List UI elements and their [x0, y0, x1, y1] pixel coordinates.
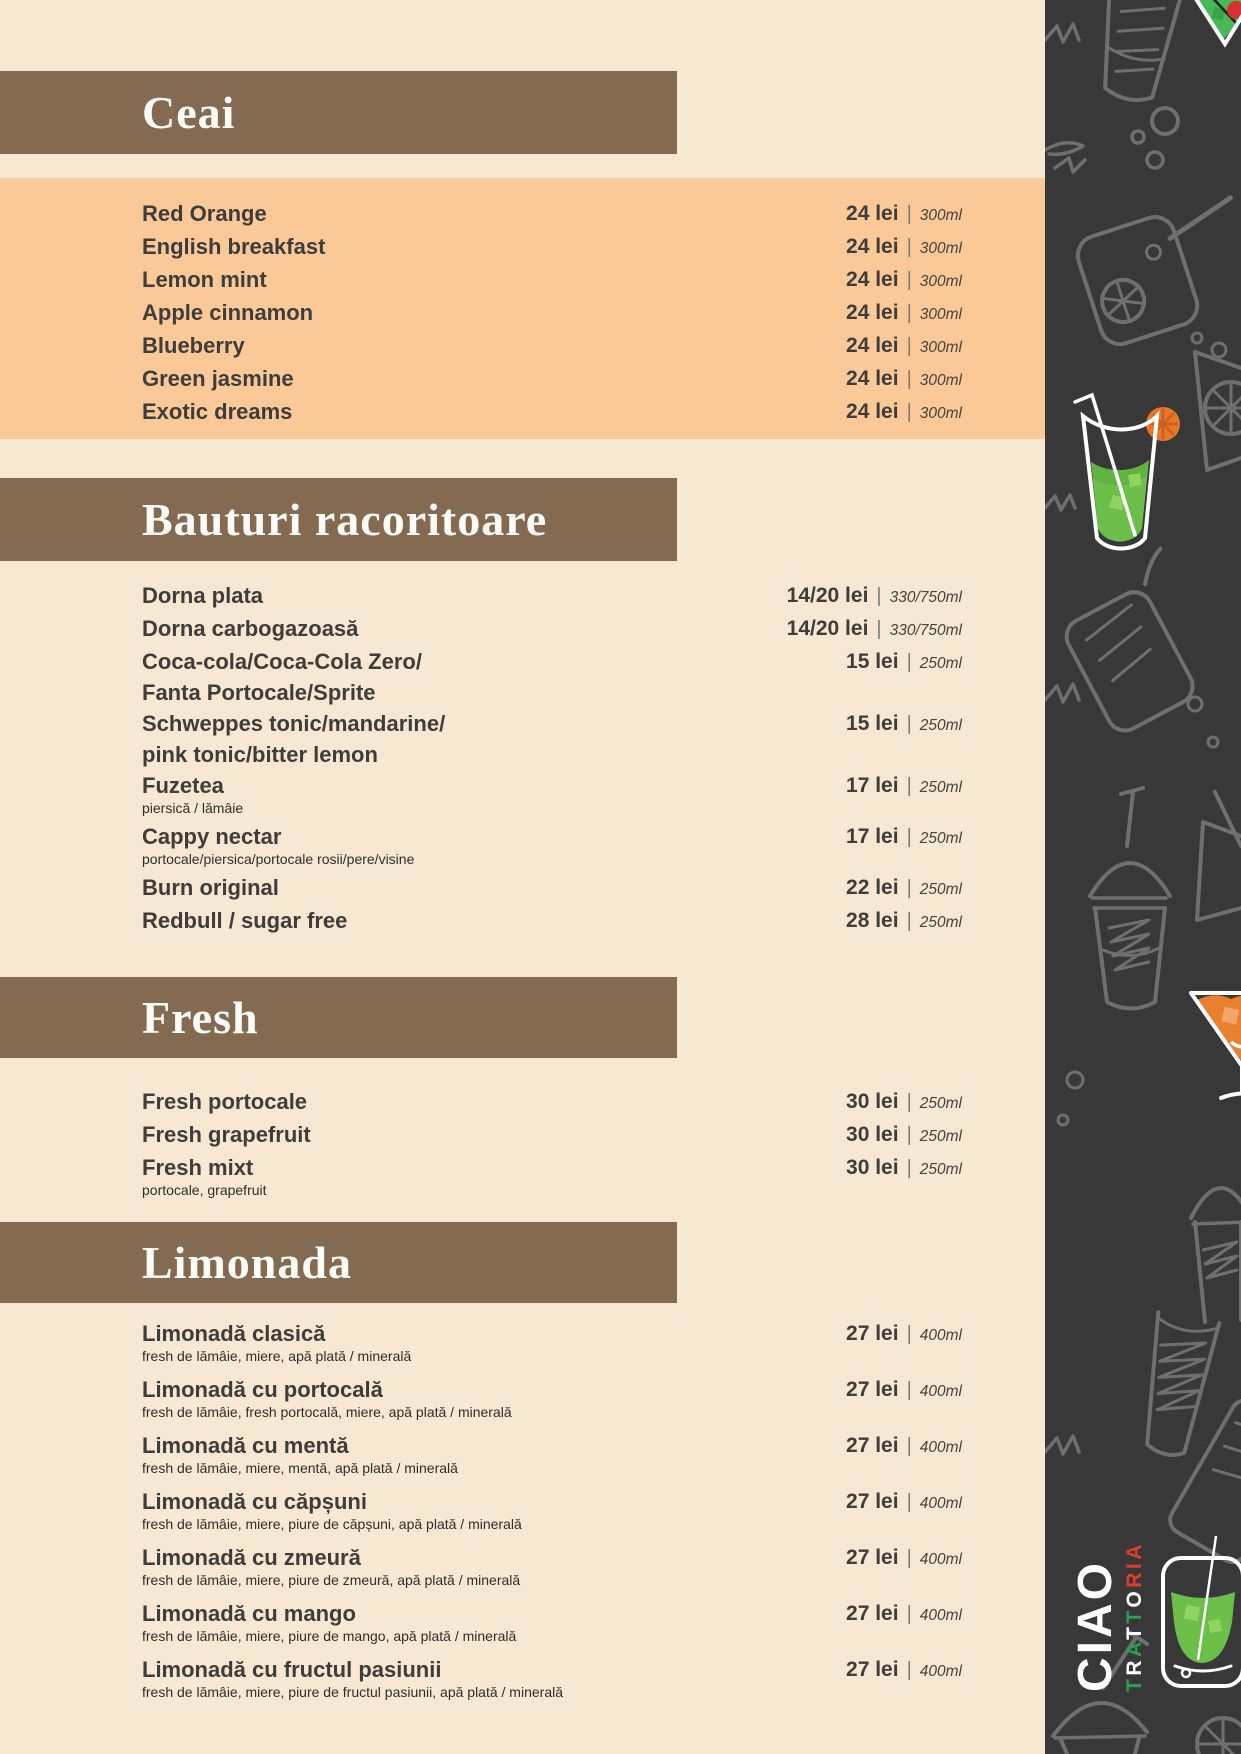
- slushy-cup-doodle-icon: [1191, 1188, 1241, 1322]
- price-separator: |: [906, 1603, 912, 1625]
- price-volume: 250ml: [919, 881, 962, 898]
- item-name: Fresh grapefruit: [142, 1122, 311, 1147]
- price-amount: 22 lei: [846, 876, 899, 899]
- price-amount: 30 lei: [846, 1156, 899, 1179]
- price-volume: 250ml: [919, 717, 962, 734]
- item-price: [846, 297, 962, 330]
- sidebar-art: [1045, 0, 1241, 1754]
- section-title: Fresh: [142, 992, 259, 1043]
- price-volume: 250ml: [919, 914, 962, 931]
- price-volume: 400ml: [919, 1327, 962, 1344]
- item-name: Apple cinnamon: [142, 300, 314, 325]
- item-price: [846, 264, 962, 297]
- price-separator: |: [906, 1435, 912, 1457]
- price-amount: 30 lei: [846, 1090, 899, 1113]
- menu-item: [142, 396, 962, 429]
- price-amount: 14/20 lei: [786, 584, 869, 607]
- martini-corner-icon: [1189, 0, 1241, 44]
- citrus-slice-icon: [1197, 1718, 1241, 1754]
- menu-item: [142, 646, 962, 708]
- leaf-doodle-icon: [1045, 143, 1085, 172]
- price-amount: 27 lei: [846, 1490, 899, 1513]
- bubble-icon: [1192, 333, 1202, 343]
- item-name: Burn original: [142, 875, 279, 900]
- item-price: [846, 1152, 962, 1185]
- price-separator: |: [906, 1491, 912, 1513]
- price-volume: 250ml: [919, 655, 962, 672]
- item-price: [846, 330, 962, 363]
- menu-item: [142, 613, 962, 646]
- item-price: [846, 1086, 962, 1119]
- item-price: [846, 1542, 962, 1575]
- tilted-glass-doodle-icon: [1197, 792, 1241, 920]
- bubble-icon: [1188, 697, 1202, 711]
- bubble-icon: [1067, 1072, 1083, 1088]
- item-name-block: [142, 330, 245, 361]
- price-amount: 24 lei: [846, 334, 899, 357]
- ciao-logo: [1069, 1541, 1146, 1692]
- item-name: Fanta Portocale/Sprite: [142, 680, 376, 705]
- item-name: Limonadă cu mentă: [142, 1433, 349, 1458]
- price-separator: |: [906, 302, 912, 324]
- price-amount: 27 lei: [846, 1546, 899, 1569]
- menu-item: [142, 1152, 962, 1200]
- price-separator: |: [906, 910, 912, 932]
- item-price: [846, 1598, 962, 1631]
- price-separator: |: [906, 1547, 912, 1569]
- item-name: Fuzetea: [142, 773, 224, 798]
- item-name-block: [142, 1152, 267, 1200]
- item-name-block: [142, 1374, 512, 1422]
- price-volume: 300ml: [919, 372, 962, 389]
- price-amount: 15 lei: [846, 650, 899, 673]
- price-amount: 24 lei: [846, 400, 899, 423]
- item-name-block: [142, 198, 267, 229]
- item-name-block: [142, 872, 279, 903]
- item-name-block: [142, 396, 292, 427]
- item-name: Limonadă cu mango: [142, 1601, 356, 1626]
- jar-doodle-icon: [1073, 192, 1241, 349]
- price-volume: 330/750ml: [889, 622, 962, 639]
- price-volume: 400ml: [919, 1551, 962, 1568]
- price-volume: 300ml: [919, 273, 962, 290]
- item-name-block: [142, 580, 263, 611]
- item-name: Limonadă cu căpșuni: [142, 1489, 367, 1514]
- item-name: Limonadă cu fructul pasiunii: [142, 1657, 442, 1682]
- menu-item: [142, 1374, 962, 1422]
- smoothie-cup-icon: [1090, 788, 1170, 1009]
- section-items-limonada: [142, 1318, 962, 1710]
- item-price: [846, 821, 962, 854]
- item-name: Lemon mint: [142, 267, 267, 292]
- menu-item: [142, 363, 962, 396]
- item-description: fresh de lămâie, miere, piure de zmeură, apă plată / minerală: [142, 1572, 521, 1588]
- brand-subtitle: TRATTORIA: [1123, 1541, 1146, 1692]
- menu-item: [142, 905, 962, 938]
- price-volume: 250ml: [919, 830, 962, 847]
- section-header-ceai: [0, 71, 677, 154]
- item-description: fresh de lămâie, miere, piure de fructul pasiunii, apă plată / minerală: [142, 1684, 563, 1700]
- squiggle-icon: [1045, 1436, 1079, 1454]
- item-name-block: [142, 1486, 522, 1534]
- section-items-fresh: [142, 1086, 962, 1200]
- menu-item: [142, 1119, 962, 1152]
- price-volume: 250ml: [919, 1095, 962, 1112]
- price-separator: |: [906, 1379, 912, 1401]
- price-amount: 24 lei: [846, 301, 899, 324]
- item-description: piersică / lămâie: [142, 800, 244, 816]
- glass-doodle-icon: [1088, 0, 1190, 105]
- menu-item: [142, 1486, 962, 1534]
- bubble-icon: [1152, 108, 1178, 134]
- price-separator: |: [876, 618, 882, 640]
- section-items-bauturi: [142, 580, 962, 938]
- price-volume: 300ml: [919, 207, 962, 224]
- item-price: [787, 613, 962, 646]
- item-name-block: [142, 708, 445, 770]
- squiggle-icon: [1045, 684, 1079, 702]
- section-title: Limonada: [142, 1237, 352, 1288]
- menu-item: [142, 1542, 962, 1590]
- item-description: portocale/piersica/portocale rosii/pere/visine: [142, 851, 415, 867]
- menu-item: [142, 580, 962, 613]
- price-volume: 300ml: [919, 306, 962, 323]
- item-name: Limonadă clasică: [142, 1321, 326, 1346]
- price-separator: |: [876, 585, 882, 607]
- item-description: fresh de lămâie, miere, piure de căpșuni, apă plată / minerală: [142, 1516, 522, 1532]
- item-name: Green jasmine: [142, 366, 294, 391]
- price-amount: 27 lei: [846, 1378, 899, 1401]
- section-title: Bauturi racoritoare: [142, 494, 548, 545]
- item-description: fresh de lămâie, miere, apă plată / minerală: [142, 1348, 412, 1364]
- bubble-icon: [1058, 1115, 1068, 1125]
- price-amount: 17 lei: [846, 825, 899, 848]
- price-volume: 300ml: [919, 240, 962, 257]
- price-volume: 300ml: [919, 339, 962, 356]
- item-name: Dorna carbogazoasă: [142, 616, 359, 641]
- item-name-block: [142, 1318, 411, 1366]
- price-volume: 250ml: [919, 779, 962, 796]
- item-price: [846, 363, 962, 396]
- price-amount: 24 lei: [846, 367, 899, 390]
- price-separator: |: [906, 1124, 912, 1146]
- bubble-icon: [1147, 152, 1163, 168]
- item-price: [846, 905, 962, 938]
- green-rocks-glass-icon: [1163, 1536, 1241, 1686]
- price-separator: |: [906, 236, 912, 258]
- squiggle-icon: [1045, 24, 1079, 510]
- bubble-icon: [1132, 131, 1144, 143]
- price-amount: 27 lei: [846, 1322, 899, 1345]
- price-separator: |: [906, 775, 912, 797]
- price-amount: 14/20 lei: [786, 617, 869, 640]
- price-volume: 400ml: [919, 1383, 962, 1400]
- item-price: [846, 1486, 962, 1519]
- menu-item: [142, 297, 962, 330]
- price-volume: 250ml: [919, 1161, 962, 1178]
- item-name: Fresh portocale: [142, 1089, 308, 1114]
- bubble-icon: [1208, 737, 1218, 747]
- price-separator: |: [906, 368, 912, 390]
- price-amount: 24 lei: [846, 268, 899, 291]
- price-separator: |: [906, 651, 912, 673]
- item-name-block: [142, 297, 313, 328]
- item-name: Limonadă cu zmeură: [142, 1545, 361, 1570]
- menu-item: [142, 1430, 962, 1478]
- price-volume: 400ml: [919, 1663, 962, 1680]
- item-name-block: [142, 231, 325, 262]
- menu-item: [142, 708, 962, 770]
- price-amount: 24 lei: [846, 235, 899, 258]
- item-price: [846, 231, 962, 264]
- price-separator: |: [906, 401, 912, 423]
- bubble-icon: [1212, 343, 1226, 357]
- brand-name: CIAO: [1069, 1560, 1122, 1692]
- item-price: [846, 646, 962, 679]
- cup-doodle-icon: [1165, 1395, 1241, 1567]
- price-amount: 27 lei: [846, 1434, 899, 1457]
- section-title: Ceai: [142, 87, 236, 138]
- item-description: fresh de lămâie, miere, mentă, apă plată / minerală: [142, 1460, 458, 1476]
- menu-item: [142, 198, 962, 231]
- item-name-block: [142, 646, 422, 708]
- item-description: fresh de lămâie, fresh portocală, miere, apă plată / minerală: [142, 1404, 512, 1420]
- item-name: Limonadă cu portocală: [142, 1377, 383, 1402]
- tall-glass-doodle-icon: [1134, 1312, 1219, 1459]
- item-name-block: [142, 1654, 563, 1702]
- price-amount: 27 lei: [846, 1658, 899, 1681]
- price-separator: |: [906, 1659, 912, 1681]
- price-amount: 28 lei: [846, 909, 899, 932]
- item-price: [846, 1430, 962, 1463]
- price-separator: |: [906, 1091, 912, 1113]
- price-separator: |: [906, 713, 912, 735]
- menu-item: [142, 872, 962, 905]
- section-items-ceai: [142, 198, 962, 429]
- menu-item: [142, 1654, 962, 1702]
- price-amount: 27 lei: [846, 1602, 899, 1625]
- item-name: Redbull / sugar free: [142, 908, 348, 933]
- item-name: pink tonic/bitter lemon: [142, 742, 378, 767]
- price-amount: 30 lei: [846, 1123, 899, 1146]
- price-volume: 400ml: [919, 1607, 962, 1624]
- price-volume: 300ml: [919, 405, 962, 422]
- menu-item: [142, 770, 962, 818]
- item-name-block: [142, 905, 347, 936]
- section-header-limonada: [0, 1222, 677, 1303]
- item-name: Dorna plata: [142, 583, 264, 608]
- item-name-block: [142, 1598, 516, 1646]
- item-price: [846, 872, 962, 905]
- item-description: fresh de lămâie, miere, piure de mango, apă plată / minerală: [142, 1628, 517, 1644]
- price-amount: 15 lei: [846, 712, 899, 735]
- item-name-block: [142, 613, 358, 644]
- section-header-fresh: [0, 977, 677, 1058]
- menu-item: [142, 264, 962, 297]
- item-name: English breakfast: [142, 234, 326, 259]
- section-header-bauturi: [0, 478, 677, 561]
- price-separator: |: [906, 1323, 912, 1345]
- item-name-block: [142, 1086, 307, 1117]
- item-name: Exotic dreams: [142, 399, 293, 424]
- price-volume: 400ml: [919, 1439, 962, 1456]
- price-separator: |: [906, 203, 912, 225]
- item-name: Red Orange: [142, 201, 267, 226]
- green-highball-icon: [1075, 395, 1180, 549]
- item-price: [846, 1119, 962, 1152]
- price-separator: |: [906, 826, 912, 848]
- menu-item: [142, 1598, 962, 1646]
- item-price: [846, 1318, 962, 1351]
- price-separator: |: [906, 335, 912, 357]
- item-price: [846, 1374, 962, 1407]
- item-price: [846, 1654, 962, 1687]
- item-name: Blueberry: [142, 333, 245, 358]
- item-description: portocale, grapefruit: [142, 1182, 267, 1198]
- menu-item: [142, 1086, 962, 1119]
- item-name: Schweppes tonic/mandarine/: [142, 711, 446, 736]
- price-volume: 400ml: [919, 1495, 962, 1512]
- item-name: Coca-cola/Coca-Cola Zero/: [142, 649, 422, 674]
- item-name-block: [142, 1430, 458, 1478]
- menu-item: [142, 330, 962, 363]
- item-name-block: [142, 264, 267, 295]
- orange-martini-icon: [1191, 948, 1241, 1098]
- price-amount: 24 lei: [846, 202, 899, 225]
- item-price: [846, 198, 962, 231]
- price-volume: 250ml: [919, 1128, 962, 1145]
- item-name-block: [142, 1119, 311, 1150]
- price-amount: 17 lei: [846, 774, 899, 797]
- price-separator: |: [906, 1157, 912, 1179]
- menu-item: [142, 231, 962, 264]
- citrus-slice-icon: [1205, 382, 1241, 434]
- price-volume: 330/750ml: [889, 589, 962, 606]
- item-name-block: [142, 770, 243, 818]
- item-price: [846, 708, 962, 741]
- price-separator: |: [906, 269, 912, 291]
- item-name: Cappy nectar: [142, 824, 282, 849]
- item-price: [846, 770, 962, 803]
- item-name: Fresh mixt: [142, 1155, 254, 1180]
- menu-item: [142, 821, 962, 869]
- item-name-block: [142, 363, 294, 394]
- item-price: [787, 580, 962, 613]
- decor-sidebar: [1045, 0, 1241, 1754]
- item-name-block: [142, 1542, 520, 1590]
- price-separator: |: [906, 877, 912, 899]
- menu-item: [142, 1318, 962, 1366]
- item-price: [846, 396, 962, 429]
- item-name-block: [142, 821, 414, 869]
